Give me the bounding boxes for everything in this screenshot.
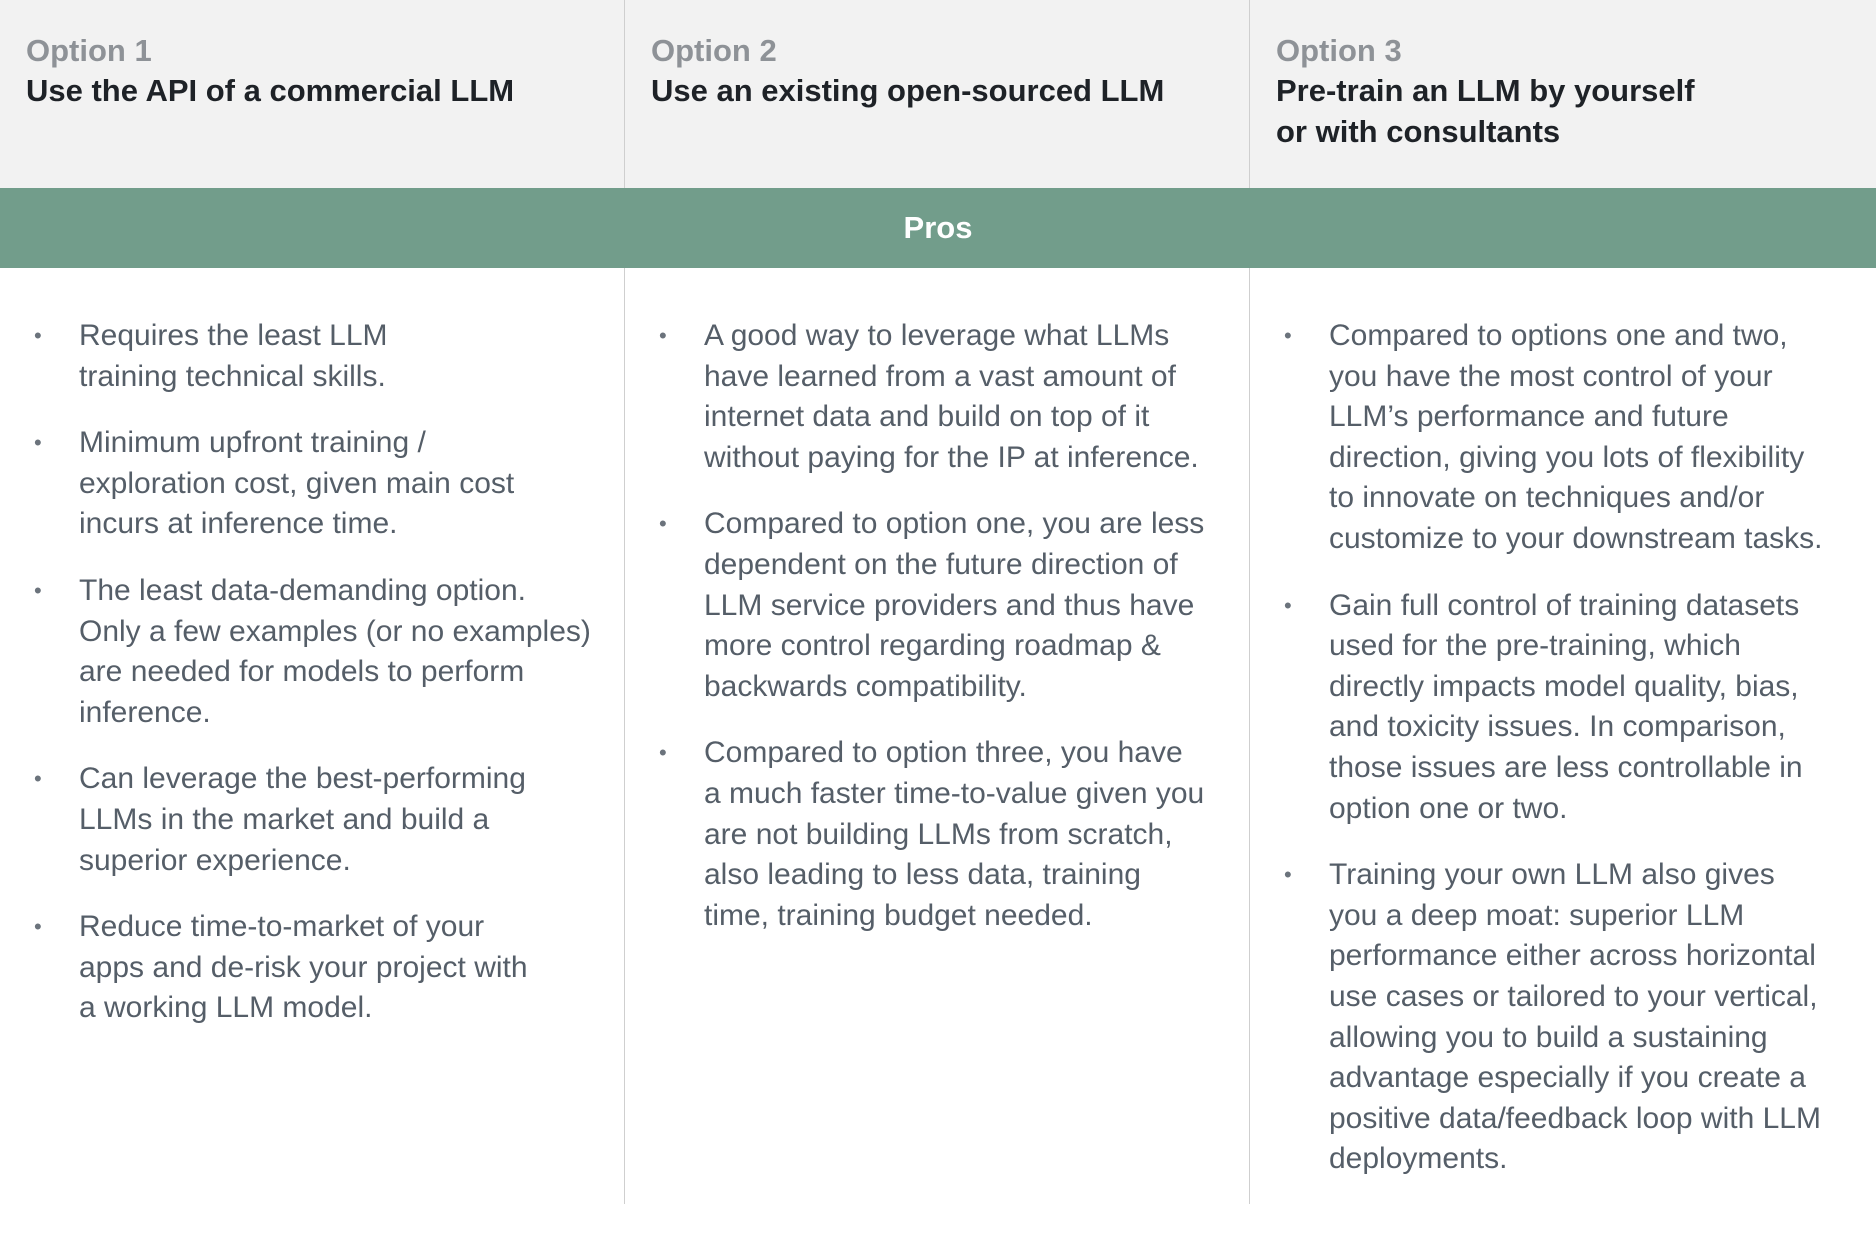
- bullet-icon: •: [34, 577, 42, 603]
- bullet-icon: •: [1284, 862, 1292, 888]
- pros-list-item: [0, 907, 624, 1029]
- bullet-icon: •: [34, 914, 42, 940]
- option-2-header: [625, 0, 1250, 188]
- bullet-icon: •: [659, 740, 667, 766]
- pros-list-item: [1250, 855, 1876, 1180]
- option-1-header: [0, 0, 625, 188]
- pros-text: The least data-demanding option. Only a few examples (or no examples) are needed for models to perform inference.: [79, 573, 591, 729]
- pros-list-item: [1250, 316, 1876, 560]
- option-2-pros: [625, 268, 1250, 1204]
- option-3-number: Option 3: [1276, 33, 1402, 68]
- option-1-number: Option 1: [26, 33, 152, 68]
- bullet-icon: •: [34, 766, 42, 792]
- bullet-icon: •: [659, 511, 667, 537]
- pros-text: Compared to option three, you have a much faster time-to-value given you are not building LLMs from scratch, also leading to less data, training time, training budget needed.: [704, 736, 1205, 932]
- pros-text: Training your own LLM also gives you a deep moat: superior LLM performance either across horizontal use cases or tailored to your vertical, allowing you to build a sustaining advantage especially if you create a positive data/feedback loop with LLM deployments.: [1329, 858, 1821, 1176]
- option-3-title: Pre-train an LLM by yourself or with consultants: [1276, 73, 1695, 149]
- pros-text: Minimum upfront training / exploration cost, given main cost incurs at inference time.: [79, 426, 515, 541]
- option-3-header: [1250, 0, 1876, 188]
- pros-list-item: [1250, 586, 1876, 830]
- option-3-pros: [1250, 268, 1876, 1204]
- pros-text: A good way to leverage what LLMs have learned from a vast amount of internet data and build on top of it without paying for the IP at inference.: [704, 319, 1199, 474]
- pros-list-item: [0, 316, 624, 397]
- pros-list-item: [625, 316, 1249, 478]
- option-1-pros-list: [0, 316, 624, 1029]
- pros-list-item: [0, 423, 624, 545]
- bullet-icon: •: [659, 323, 667, 348]
- option-2-pros-list: [625, 316, 1249, 936]
- option-1-pros: [0, 268, 625, 1204]
- bullet-icon: •: [34, 323, 42, 348]
- pros-list-item: [625, 504, 1249, 707]
- pros-text: Can leverage the best-performing LLMs in the market and build a superior experience.: [79, 762, 526, 877]
- pros-section-label: Pros: [903, 210, 973, 245]
- pros-list-item: [625, 733, 1249, 936]
- pros-text: Compared to option one, you are less dependent on the future direction of LLM service providers and thus have more control regarding roadmap & backwards compatibility.: [704, 507, 1205, 703]
- pros-list-item: [0, 759, 624, 881]
- pros-columns: [0, 268, 1876, 1204]
- pros-list-item: [0, 571, 624, 733]
- option-3-pros-list: [1250, 316, 1876, 1180]
- option-2-title: Use an existing open-sourced LLM: [651, 73, 1165, 108]
- options-header: [0, 0, 1876, 188]
- pros-section-bar: [0, 188, 1876, 268]
- pros-text: Reduce time-to-market of your apps and de-risk your project with a working LLM model.: [79, 910, 528, 1025]
- bullet-icon: •: [1284, 323, 1292, 348]
- pros-text: Gain full control of training datasets used for the pre-training, which directly impacts model quality, bias, and toxicity issues. In comparison, those issues are less controllable in option one or two.: [1329, 588, 1803, 825]
- option-1-title: Use the API of a commercial LLM: [26, 73, 515, 108]
- bullet-icon: •: [34, 430, 42, 456]
- pros-text: Requires the least LLM training technical skills.: [79, 319, 388, 393]
- pros-text: Compared to options one and two, you have the most control of your LLM’s performance and future direction, giving you lots of flexibility to innovate on techniques and/or customize to your downstream tasks.: [1329, 319, 1823, 555]
- option-2-number: Option 2: [651, 33, 777, 68]
- bullet-icon: •: [1284, 592, 1292, 618]
